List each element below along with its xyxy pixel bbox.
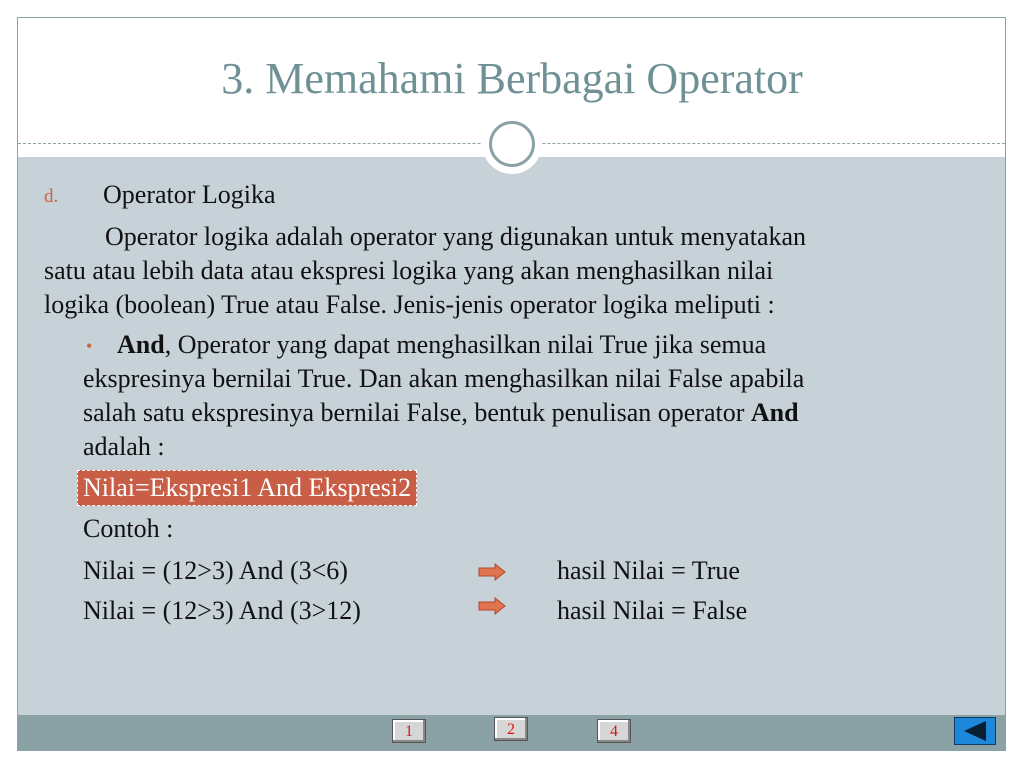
bullet-line-3 (83, 396, 799, 430)
nav-button-4[interactable]: 4 (597, 719, 631, 743)
item-heading: Operator Logika (103, 180, 276, 209)
bullet-line-1 (117, 328, 766, 362)
bold-and-2: And (750, 398, 799, 427)
paragraph-line-2: satu atau lebih data atau ekspresi logika yang akan menghasilkan nilai (44, 256, 774, 285)
back-button[interactable] (954, 717, 996, 745)
formula-box: Nilai=Ekspresi1 And Ekspresi2 (77, 470, 417, 506)
right-arrow-icon (478, 563, 506, 581)
paragraph-line-3: logika (boolean) True atau False. Jenis-jenis operator logika meliputi : (44, 290, 775, 319)
example-2-expression: Nilai = (12>3) And (3>12) (83, 596, 361, 625)
slide-title: 3. Memahami Berbagai Operator (221, 54, 803, 103)
example-label: Contoh : (83, 514, 174, 543)
decor-ring-icon (489, 121, 535, 167)
bullet-line-2: ekspresinya bernilai True. Dan akan menghasilkan nilai False apabila (83, 364, 805, 393)
back-triangle-icon (955, 718, 995, 744)
paragraph-line-1: Operator logika adalah operator yang digunakan untuk menyatakan (105, 222, 807, 251)
bullet-line-4: adalah : (83, 432, 165, 461)
item-marker: d. (44, 186, 59, 207)
bullet-marker: • (86, 336, 93, 356)
right-arrow-icon (478, 597, 506, 615)
bold-and: And (117, 330, 165, 359)
nav-button-2[interactable]: 2 (494, 717, 528, 741)
example-2-result: hasil Nilai = False (557, 596, 748, 625)
nav-button-1[interactable]: 1 (392, 719, 426, 743)
bullet-line-3-text: salah satu ekspresinya bernilai False, bentuk penulisan operator (83, 398, 751, 427)
example-1-expression: Nilai = (12>3) And (3<6) (83, 556, 348, 585)
example-1-result: hasil Nilai = True (557, 556, 740, 585)
bullet-line-1-text: , Operator yang dapat menghasilkan nilai True jika semua (164, 330, 767, 359)
